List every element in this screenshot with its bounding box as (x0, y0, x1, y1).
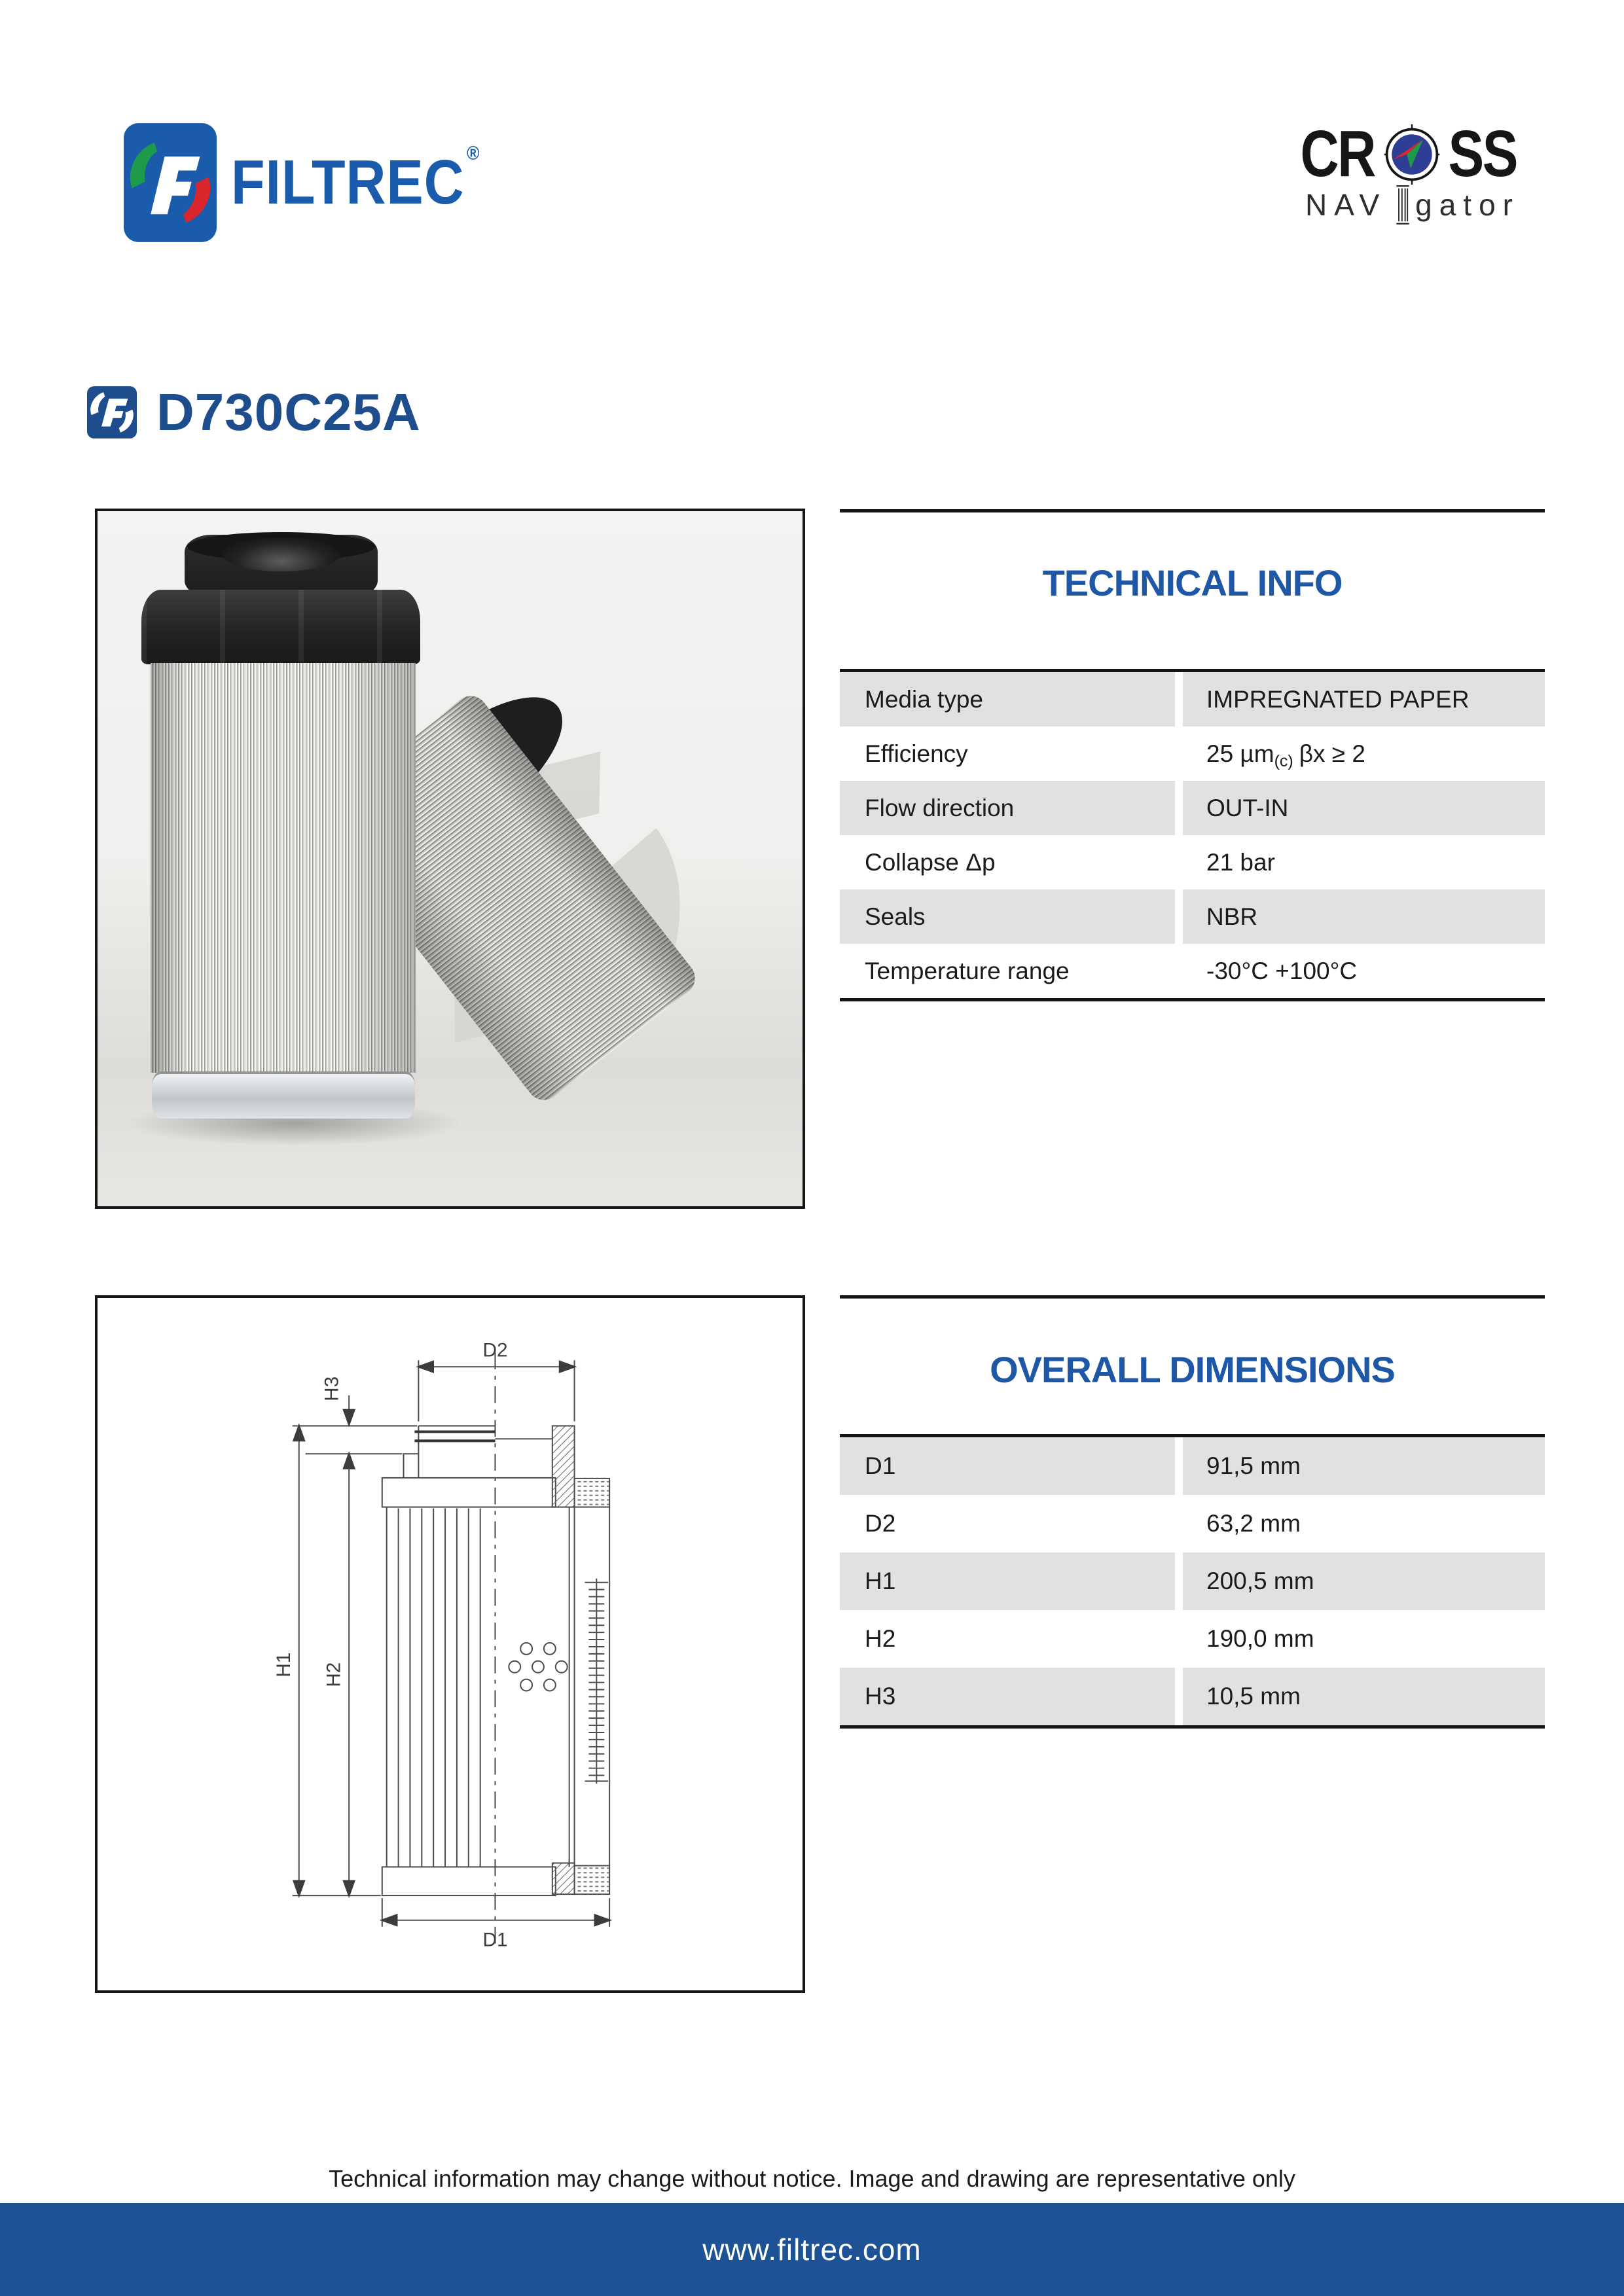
column-gap (1175, 1668, 1183, 1725)
dim-value: 91,5 mm (1183, 1437, 1545, 1495)
column-gap (1175, 1437, 1183, 1495)
filtrec-logo-mark-icon (124, 123, 217, 242)
spec-label: Collapse Δp (865, 848, 996, 876)
technical-drawing (95, 1295, 805, 1993)
column-gap (1175, 835, 1183, 889)
footer-bar (0, 2203, 1624, 2296)
dim-value: 200,5 mm (1183, 1552, 1545, 1610)
table-row (840, 1552, 1545, 1610)
navigator-suffix: gator (1415, 188, 1520, 222)
table-row (840, 1610, 1545, 1668)
drawing-svg (98, 1298, 803, 1990)
table-row (840, 1495, 1545, 1552)
dim-label-d1: D1 (482, 1929, 508, 1951)
column-gap (1175, 1552, 1183, 1610)
efficiency-subscript: (c) (1274, 752, 1293, 770)
table-row (840, 781, 1545, 835)
column-gap (1175, 889, 1183, 944)
efficiency-beta: βx ≥ 2 (1299, 740, 1365, 767)
standing-filter-neck (185, 535, 378, 598)
table-row (840, 1668, 1545, 1725)
column-gap (1175, 672, 1183, 726)
technical-info-rule (840, 509, 1545, 512)
column-gap (1175, 1610, 1183, 1668)
registered-mark: ® (467, 143, 480, 164)
efficiency-value: 25 µm (1206, 740, 1274, 767)
brand-name: FILTREC (231, 147, 465, 217)
overall-dimensions-table (840, 1434, 1545, 1729)
spec-value: -30°C +100°C (1206, 957, 1358, 984)
technical-info-title: TECHNICAL INFO (1042, 562, 1343, 603)
spec-value: IMPREGNATED PAPER (1183, 672, 1545, 726)
spec-label: Flow direction (840, 781, 1175, 835)
page-title: D730C25A (156, 383, 421, 441)
column-gap (1175, 781, 1183, 835)
disclaimer-text: Technical information may change without notice. Image and drawing are representative only (329, 2165, 1295, 2192)
technical-info-table (840, 669, 1545, 1001)
dim-value: 10,5 mm (1183, 1668, 1545, 1725)
dim-label: D1 (840, 1437, 1175, 1495)
spec-value: 21 bar (1206, 848, 1275, 876)
overall-dimensions-rule (840, 1295, 1545, 1299)
spec-value: OUT-IN (1183, 781, 1545, 835)
spec-label: Efficiency (865, 740, 968, 767)
dim-label-h3: H3 (321, 1376, 343, 1401)
spec-value: NBR (1183, 889, 1545, 944)
product-mark-icon (87, 386, 137, 439)
column-gap (1175, 944, 1183, 998)
spec-label: Seals (840, 889, 1175, 944)
product-photo (95, 509, 805, 1209)
overall-dimensions-title: OVERALL DIMENSIONS (990, 1349, 1395, 1390)
standing-filter-opening (223, 537, 340, 571)
website-url: www.filtrec.com (702, 2233, 922, 2267)
product-header (87, 382, 421, 442)
dim-label: D2 (865, 1510, 896, 1537)
table-row (840, 1437, 1545, 1495)
filtrec-logo (124, 123, 511, 242)
column-gap (1175, 1495, 1183, 1552)
dim-label: H2 (865, 1625, 896, 1652)
filtrec-wordmark (231, 143, 480, 219)
spec-value (1183, 726, 1545, 781)
dim-label-h1: H1 (272, 1652, 295, 1677)
standing-filter-pleats (151, 663, 416, 1073)
dim-label-h2: H2 (323, 1662, 345, 1687)
standing-filter-bottom-ring (152, 1071, 415, 1119)
dim-label: H3 (840, 1668, 1175, 1725)
column-icon (1392, 181, 1414, 228)
standing-filter-cap (141, 590, 420, 664)
table-row (840, 889, 1545, 944)
photo-background (98, 511, 803, 1206)
dim-value: 190,0 mm (1206, 1625, 1314, 1652)
column-gap (1175, 726, 1183, 781)
compass-icon (1380, 123, 1443, 186)
cross-word-right: SS (1448, 117, 1517, 190)
dim-value: 63,2 mm (1206, 1510, 1301, 1537)
table-row (840, 835, 1545, 889)
table-row (840, 672, 1545, 726)
cross-navigator-logo (1255, 117, 1524, 228)
spec-label: Media type (840, 672, 1175, 726)
spec-label: Temperature range (865, 957, 1070, 984)
table-row (840, 726, 1545, 781)
cross-wordmark (1255, 117, 1524, 192)
table-row (840, 944, 1545, 998)
cross-word-left: CR (1300, 117, 1375, 190)
dim-label: H1 (840, 1552, 1175, 1610)
dim-label-d2: D2 (482, 1339, 508, 1361)
navigator-prefix: NAV (1305, 188, 1387, 222)
